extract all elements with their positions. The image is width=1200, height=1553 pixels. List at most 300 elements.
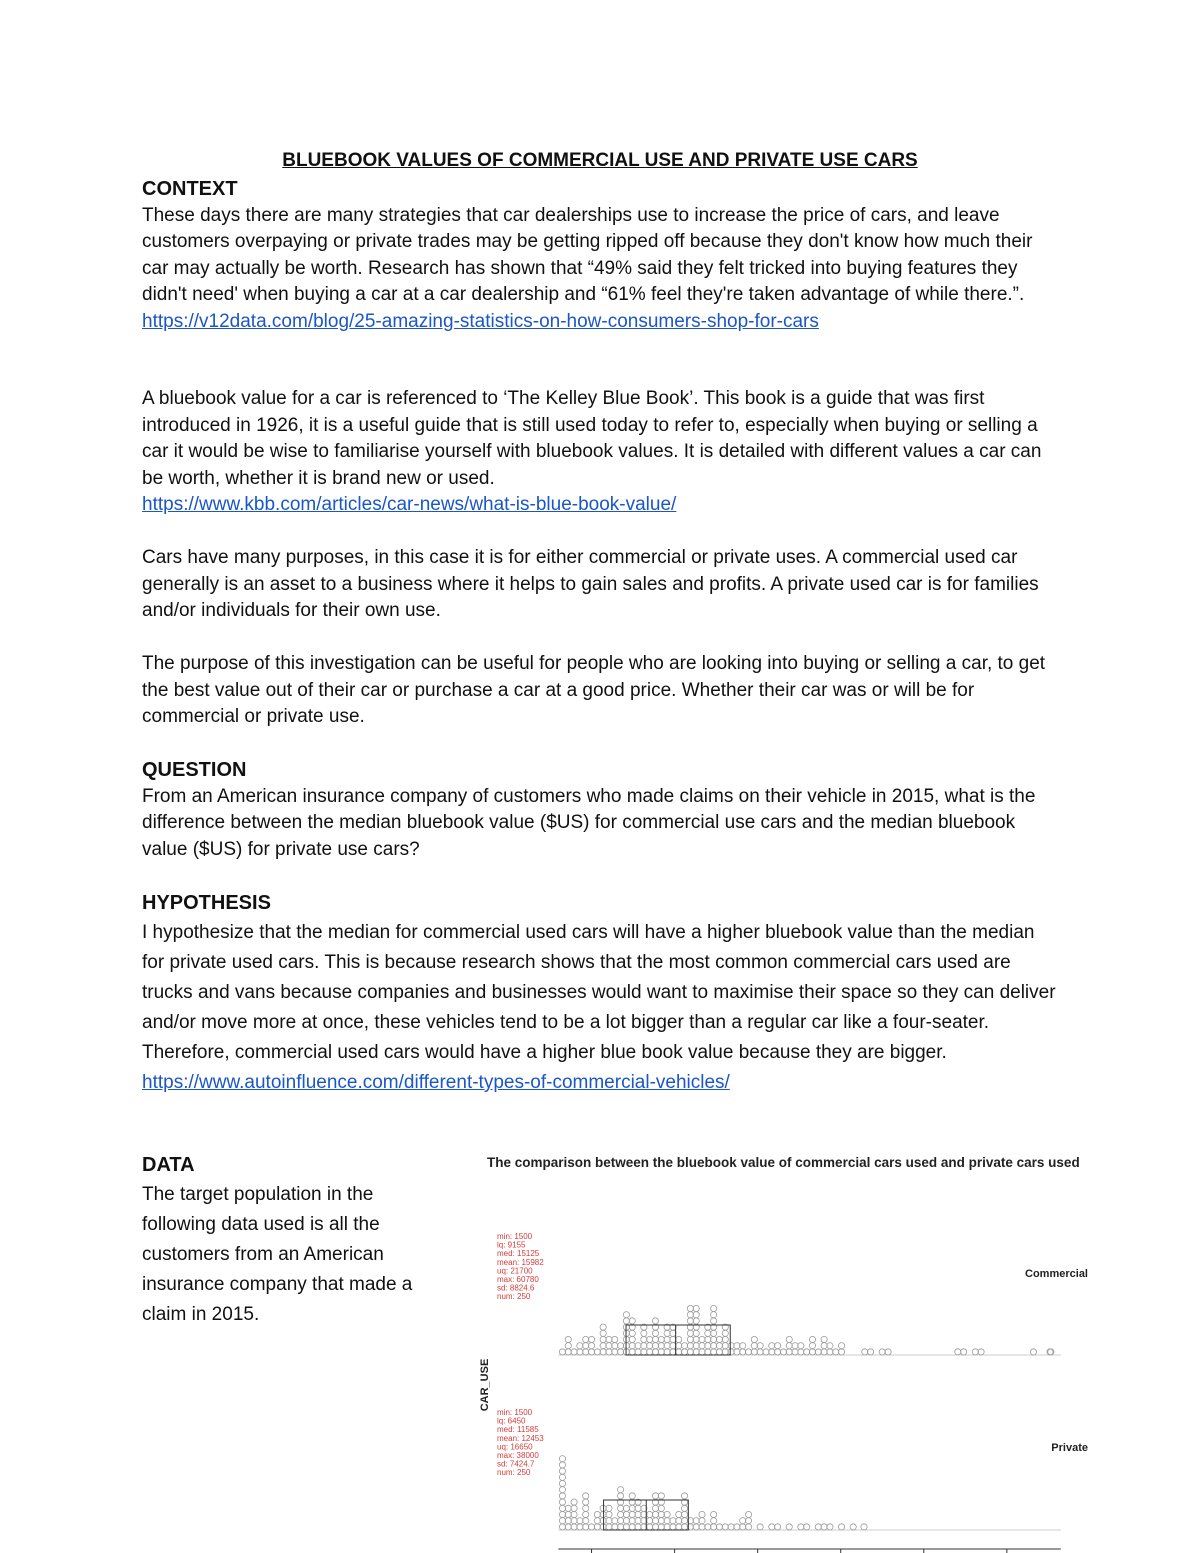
commercial-dot	[629, 1336, 635, 1342]
commercial-dot	[577, 1349, 583, 1355]
commercial-dot	[612, 1336, 618, 1342]
commercial-dot	[664, 1330, 670, 1336]
context-section	[142, 176, 1058, 335]
commercial-dot	[664, 1336, 670, 1342]
commercial-dot	[641, 1336, 647, 1342]
commercial-dot	[612, 1349, 618, 1355]
commercial-dot	[600, 1343, 606, 1349]
commercial-dot	[583, 1349, 589, 1355]
commercial-stat-line: mean: 15982	[497, 1257, 544, 1267]
private-dot	[618, 1511, 624, 1517]
private-dot	[676, 1511, 682, 1517]
commercial-dot	[961, 1349, 967, 1355]
commercial-dot	[629, 1343, 635, 1349]
private-dot	[559, 1505, 565, 1511]
data-text: The target population in the following data used is all the customers from an American insurance company that made a claim in 2015.	[142, 1184, 413, 1325]
commercial-dot	[652, 1330, 658, 1336]
private-stat-line: med: 11585	[497, 1425, 539, 1435]
private-dot	[699, 1511, 705, 1517]
private-dot	[734, 1524, 740, 1530]
private-dot	[681, 1524, 687, 1530]
private-dot	[623, 1511, 629, 1517]
commercial-dot	[821, 1343, 827, 1349]
commercial-dot	[809, 1336, 815, 1342]
commercial-dot	[1030, 1349, 1036, 1355]
private-dot	[618, 1487, 624, 1493]
commercial-dot	[652, 1318, 658, 1324]
private-dot	[676, 1524, 682, 1530]
commercial-dot	[693, 1349, 699, 1355]
private-dot	[559, 1518, 565, 1524]
context-paragraph-1: These days there are many strategies that car dealerships use to increase the price of cars, and leave customers overpaying or private trades may be getting ripped off because they don't know how much their car may actually be worth. Research has shown that “49% said they felt tricked into buying features they didn't need' when buying a car at a car dealership and “61% feel they're taken advantage of while there.”.	[142, 204, 1033, 305]
commercial-dot	[821, 1336, 827, 1342]
private-dot	[676, 1518, 682, 1524]
private-dot	[618, 1505, 624, 1511]
commercial-dot	[792, 1343, 798, 1349]
private-dot	[658, 1505, 664, 1511]
hypothesis-link-autoinfluence[interactable]: https://www.autoinfluence.com/different-types-of-commercial-vehicles/	[142, 1072, 730, 1093]
commercial-dot	[577, 1343, 583, 1349]
context-heading: CONTEXT	[142, 178, 238, 200]
commercial-dot	[757, 1343, 763, 1349]
bluebook-paragraph-block	[142, 386, 1058, 519]
private-dot	[681, 1518, 687, 1524]
private-dot	[658, 1511, 664, 1517]
commercial-dot	[705, 1336, 711, 1342]
commercial-dot	[728, 1343, 734, 1349]
private-dot	[681, 1511, 687, 1517]
commercial-dot	[838, 1349, 844, 1355]
commercial-dot	[972, 1349, 978, 1355]
private-dot	[623, 1505, 629, 1511]
commercial-dot	[798, 1343, 804, 1349]
private-dot	[629, 1505, 635, 1511]
commercial-dot	[786, 1343, 792, 1349]
commercial-dot	[745, 1349, 751, 1355]
commercial-dot	[722, 1343, 728, 1349]
private-dot	[681, 1505, 687, 1511]
private-dot	[571, 1511, 577, 1517]
private-dot	[577, 1518, 583, 1524]
private-dot	[559, 1474, 565, 1480]
commercial-dot	[565, 1336, 571, 1342]
private-dot	[594, 1518, 600, 1524]
context-link-kbb[interactable]: https://www.kbb.com/articles/car-news/what-is-blue-book-value/	[142, 494, 677, 515]
commercial-dot	[606, 1349, 612, 1355]
commercial-dot	[740, 1349, 746, 1355]
private-panel-label: Private	[1051, 1442, 1088, 1454]
private-dot	[559, 1468, 565, 1474]
commercial-dot	[693, 1330, 699, 1336]
commercial-stat-line: med: 15125	[497, 1249, 540, 1259]
private-dot	[815, 1524, 821, 1530]
private-dot	[618, 1524, 624, 1530]
private-dot	[635, 1518, 641, 1524]
commercial-dot	[588, 1336, 594, 1342]
private-dot	[652, 1505, 658, 1511]
commercial-dot	[885, 1349, 891, 1355]
commercial-dot	[641, 1349, 647, 1355]
commercial-dot	[716, 1336, 722, 1342]
private-dot	[559, 1487, 565, 1493]
commercial-dot	[641, 1343, 647, 1349]
commercial-dot	[647, 1343, 653, 1349]
commercial-dot	[751, 1349, 757, 1355]
commercial-panel-label: Commercial	[1025, 1268, 1088, 1280]
commercial-dot	[774, 1343, 780, 1349]
private-dot	[664, 1518, 670, 1524]
commercial-dot	[687, 1330, 693, 1336]
commercial-dot	[687, 1312, 693, 1318]
private-dot	[728, 1524, 734, 1530]
private-dot	[699, 1524, 705, 1530]
commercial-dot	[786, 1336, 792, 1342]
commercial-dot	[769, 1349, 775, 1355]
private-dot	[618, 1493, 624, 1499]
private-dot	[664, 1511, 670, 1517]
hypothesis-text: I hypothesize that the median for commercial used cars will have a higher bluebook value than the median for private used cars. This is because research shows that the most common commercial cars used are trucks and vans because companies and businesses would want to maximise their space so they can deliver and/or move more at once, these vehicles tend to be a lot bigger than a regular car like a four-seater. Therefore, commercial used cars would have a higher blue book value because they are bigger.	[142, 922, 1056, 1063]
commercial-dot	[647, 1336, 653, 1342]
commercial-dot	[757, 1349, 763, 1355]
commercial-dot	[565, 1343, 571, 1349]
commercial-dot	[699, 1349, 705, 1355]
commercial-dot	[687, 1318, 693, 1324]
question-text: From an American insurance company of customers who made claims on their vehicle in 2015, what is the difference between the median bluebook value ($US) for commercial use cars and the median bluebook value ($US) for private use cars?	[142, 785, 1036, 860]
commercial-dot	[687, 1336, 693, 1342]
private-dot	[658, 1518, 664, 1524]
commercial-dot	[821, 1349, 827, 1355]
private-dot	[565, 1505, 571, 1511]
commercial-dot	[827, 1343, 833, 1349]
private-dot	[635, 1524, 641, 1530]
private-dot	[740, 1524, 746, 1530]
private-dot	[623, 1518, 629, 1524]
commercial-stat-line: lq: 9155	[497, 1240, 526, 1250]
commercial-dot	[716, 1349, 722, 1355]
private-dot	[827, 1524, 833, 1530]
private-stat-line: max: 38000	[497, 1451, 539, 1460]
private-dot	[571, 1524, 577, 1530]
commercial-dot	[798, 1349, 804, 1355]
private-dot	[618, 1518, 624, 1524]
commercial-dot	[722, 1336, 728, 1342]
private-dot	[623, 1524, 629, 1530]
commercial-dot	[734, 1349, 740, 1355]
commercial-dot	[664, 1343, 670, 1349]
commercial-stat-line: sd: 8824.6	[497, 1283, 535, 1293]
commercial-dot	[699, 1343, 705, 1349]
private-stat-line: min: 1500	[497, 1408, 533, 1417]
private-dot	[798, 1524, 804, 1530]
commercial-dot	[676, 1349, 682, 1355]
commercial-dot	[728, 1349, 734, 1355]
private-dot	[838, 1524, 844, 1530]
commercial-dot	[629, 1318, 635, 1324]
document-title: BLUEBOOK VALUES OF COMMERCIAL USE AND PRIVATE USE CARS	[282, 150, 918, 171]
commercial-dot	[693, 1336, 699, 1342]
private-dot	[594, 1511, 600, 1517]
data-heading: DATA	[142, 1154, 195, 1176]
private-dot	[577, 1524, 583, 1530]
commercial-dot	[635, 1343, 641, 1349]
private-dot	[606, 1505, 612, 1511]
private-dot	[652, 1493, 658, 1499]
private-dot	[786, 1524, 792, 1530]
commercial-dot	[711, 1305, 717, 1311]
commercial-dot	[804, 1349, 810, 1355]
commercial-dot	[588, 1349, 594, 1355]
commercial-dot	[687, 1305, 693, 1311]
private-dot	[681, 1493, 687, 1499]
commercial-dot	[687, 1349, 693, 1355]
context-paragraph-4: The purpose of this investigation can be useful for people who are looking into buying or selling a car, to get the best value out of their car or purchase a car at a good price. Whether their car was or will be for commercial or private use.	[142, 653, 1046, 727]
private-dot	[652, 1524, 658, 1530]
commercial-dot	[751, 1336, 757, 1342]
private-dot	[629, 1493, 635, 1499]
commercial-dot	[978, 1349, 984, 1355]
commercial-dot	[786, 1349, 792, 1355]
commercial-dot	[670, 1349, 676, 1355]
private-dot	[629, 1511, 635, 1517]
commercial-stat-line: uq: 21700	[497, 1266, 533, 1276]
commercial-dot	[693, 1343, 699, 1349]
commercial-dot	[711, 1349, 717, 1355]
commercial-dot	[664, 1349, 670, 1355]
private-dot	[565, 1524, 571, 1530]
commercial-dot	[588, 1343, 594, 1349]
private-dot	[606, 1518, 612, 1524]
private-dot	[652, 1518, 658, 1524]
private-stat-line: uq: 16650	[497, 1442, 533, 1452]
commercial-dot	[641, 1330, 647, 1336]
private-dot	[850, 1524, 856, 1530]
private-dot	[571, 1518, 577, 1524]
commercial-dot	[681, 1349, 687, 1355]
private-dot	[583, 1511, 589, 1517]
commercial-dot	[658, 1349, 664, 1355]
commercial-dot	[815, 1349, 821, 1355]
commercial-dot	[600, 1330, 606, 1336]
private-dot	[565, 1511, 571, 1517]
purposes-paragraph-block	[142, 545, 1058, 625]
private-dot	[740, 1518, 746, 1524]
private-dot	[804, 1524, 810, 1530]
commercial-dot	[652, 1336, 658, 1342]
commercial-dot	[780, 1349, 786, 1355]
private-dot	[664, 1524, 670, 1530]
question-heading: QUESTION	[142, 759, 247, 781]
private-dot	[711, 1511, 717, 1517]
private-dot	[571, 1499, 577, 1505]
commercial-dot	[652, 1349, 658, 1355]
commercial-dot	[699, 1336, 705, 1342]
private-dot	[647, 1511, 653, 1517]
private-dot	[711, 1518, 717, 1524]
commercial-dot	[838, 1343, 844, 1349]
private-dot	[559, 1493, 565, 1499]
private-stat-line: lq: 6450	[497, 1416, 526, 1426]
commercial-stat-line: num: 250	[497, 1292, 531, 1302]
commercial-dot	[606, 1343, 612, 1349]
commercial-dot	[809, 1343, 815, 1349]
commercial-dot	[722, 1330, 728, 1336]
commercial-dot	[769, 1343, 775, 1349]
commercial-dot	[868, 1349, 874, 1355]
commercial-dot	[600, 1349, 606, 1355]
private-dot	[583, 1505, 589, 1511]
private-dot	[745, 1524, 751, 1530]
commercial-dot	[670, 1330, 676, 1336]
commercial-dot	[652, 1343, 658, 1349]
commercial-dot	[774, 1349, 780, 1355]
private-dot	[594, 1524, 600, 1530]
commercial-dot	[693, 1312, 699, 1318]
private-dot	[559, 1462, 565, 1468]
private-dot	[559, 1511, 565, 1517]
private-dot	[559, 1480, 565, 1486]
private-dot	[670, 1518, 676, 1524]
commercial-stat-line: min: 1500	[497, 1232, 533, 1241]
private-dot	[629, 1518, 635, 1524]
private-stat-line: num: 250	[497, 1468, 531, 1478]
commercial-dot	[658, 1336, 664, 1342]
private-dot	[821, 1524, 827, 1530]
commercial-dot	[687, 1343, 693, 1349]
private-dot	[774, 1524, 780, 1530]
private-dot	[652, 1511, 658, 1517]
private-dot	[612, 1518, 618, 1524]
private-dot	[583, 1493, 589, 1499]
chart-panels	[497, 1232, 1088, 1553]
commercial-dot	[629, 1349, 635, 1355]
private-dot	[693, 1518, 699, 1524]
private-dot	[705, 1524, 711, 1530]
commercial-dot	[716, 1343, 722, 1349]
private-dot	[745, 1518, 751, 1524]
commercial-dot	[606, 1336, 612, 1342]
commercial-dot	[734, 1343, 740, 1349]
private-dot	[565, 1518, 571, 1524]
chart-ylabel: CAR_USE	[479, 1358, 491, 1412]
context-paragraph-3: Cars have many purposes, in this case it is for either commercial or private uses. A commercial used car generally is an asset to a business where it helps to gain sales and profits. A private used car is for families and/or individuals for their own use.	[142, 547, 1039, 621]
private-dot	[559, 1456, 565, 1462]
private-dot	[571, 1505, 577, 1511]
commercial-dot	[751, 1343, 757, 1349]
commercial-dot	[879, 1349, 885, 1355]
private-dot	[658, 1524, 664, 1530]
private-stat-line: sd: 7424.7	[497, 1459, 535, 1469]
private-dot	[658, 1493, 664, 1499]
commercial-dot	[711, 1318, 717, 1324]
commercial-dot	[612, 1343, 618, 1349]
bluebook-comparison-chart	[470, 1145, 1130, 1553]
private-dot	[629, 1524, 635, 1530]
data-section	[142, 1150, 452, 1330]
question-section	[142, 757, 1058, 863]
private-stat-line: mean: 12453	[497, 1433, 544, 1443]
commercial-dot	[681, 1343, 687, 1349]
commercial-dot	[862, 1349, 868, 1355]
commercial-dot	[658, 1343, 664, 1349]
private-dot	[635, 1505, 641, 1511]
private-dot	[606, 1511, 612, 1517]
private-dot	[635, 1511, 641, 1517]
commercial-dot	[711, 1336, 717, 1342]
private-dot	[699, 1518, 705, 1524]
commercial-dot	[670, 1336, 676, 1342]
commercial-dot	[763, 1349, 769, 1355]
commercial-dot	[623, 1312, 629, 1318]
private-dot	[647, 1524, 653, 1530]
commercial-dot	[676, 1343, 682, 1349]
private-dot	[559, 1499, 565, 1505]
private-dot	[612, 1524, 618, 1530]
commercial-dot	[711, 1343, 717, 1349]
commercial-dot	[670, 1343, 676, 1349]
commercial-dot	[827, 1349, 833, 1355]
commercial-dot	[600, 1324, 606, 1330]
commercial-dot	[809, 1349, 815, 1355]
private-dot	[722, 1524, 728, 1530]
commercial-dot	[647, 1349, 653, 1355]
private-dot	[757, 1524, 763, 1530]
commercial-dot	[955, 1349, 961, 1355]
private-dot	[745, 1511, 751, 1517]
private-dot	[670, 1524, 676, 1530]
commercial-dot	[565, 1349, 571, 1355]
commercial-dot	[711, 1312, 717, 1318]
commercial-dot	[705, 1343, 711, 1349]
commercial-dot	[600, 1336, 606, 1342]
commercial-dot	[833, 1349, 839, 1355]
hypothesis-heading: HYPOTHESIS	[142, 892, 271, 914]
commercial-dot	[705, 1330, 711, 1336]
private-dot	[606, 1524, 612, 1530]
commercial-dot	[722, 1349, 728, 1355]
private-dot	[861, 1524, 867, 1530]
context-link-v12data[interactable]: https://v12data.com/blog/25-amazing-statistics-on-how-consumers-shop-for-cars	[142, 310, 819, 332]
commercial-dot	[583, 1336, 589, 1342]
private-dot	[583, 1524, 589, 1530]
commercial-dot	[705, 1349, 711, 1355]
commercial-dot	[711, 1330, 717, 1336]
hypothesis-section	[142, 888, 1058, 1098]
commercial-dot	[559, 1349, 565, 1355]
commercial-stat-line: max: 60780	[497, 1275, 539, 1284]
commercial-dot	[792, 1349, 798, 1355]
private-dot	[583, 1518, 589, 1524]
commercial-dot	[618, 1349, 624, 1355]
commercial-dot	[571, 1349, 577, 1355]
commercial-dot	[629, 1330, 635, 1336]
investigation-paragraph-block	[142, 651, 1058, 731]
commercial-dot	[594, 1349, 600, 1355]
private-dot	[583, 1499, 589, 1505]
commercial-dot	[676, 1336, 682, 1342]
commercial-dot	[635, 1349, 641, 1355]
private-dot	[769, 1524, 775, 1530]
private-dot	[711, 1524, 717, 1530]
context-paragraph-2: A bluebook value for a car is referenced to ‘The Kelley Blue Book’. This book is a guide that was first introduced in 1926, it is a useful guide that is still used today to refer to, especially when buying or selling a car it would be wise to familiarise yourself with bluebook values. It is detailed with different values a car can be worth, whether it is brand new or used.	[142, 388, 1042, 489]
private-dot	[647, 1518, 653, 1524]
private-dot	[693, 1524, 699, 1530]
chart-title: The comparison between the bluebook value of commercial cars used and private cars used	[487, 1155, 1080, 1170]
commercial-dot	[693, 1318, 699, 1324]
commercial-dot	[583, 1343, 589, 1349]
commercial-dot	[740, 1343, 746, 1349]
private-dot	[559, 1524, 565, 1530]
commercial-dot	[623, 1318, 629, 1324]
